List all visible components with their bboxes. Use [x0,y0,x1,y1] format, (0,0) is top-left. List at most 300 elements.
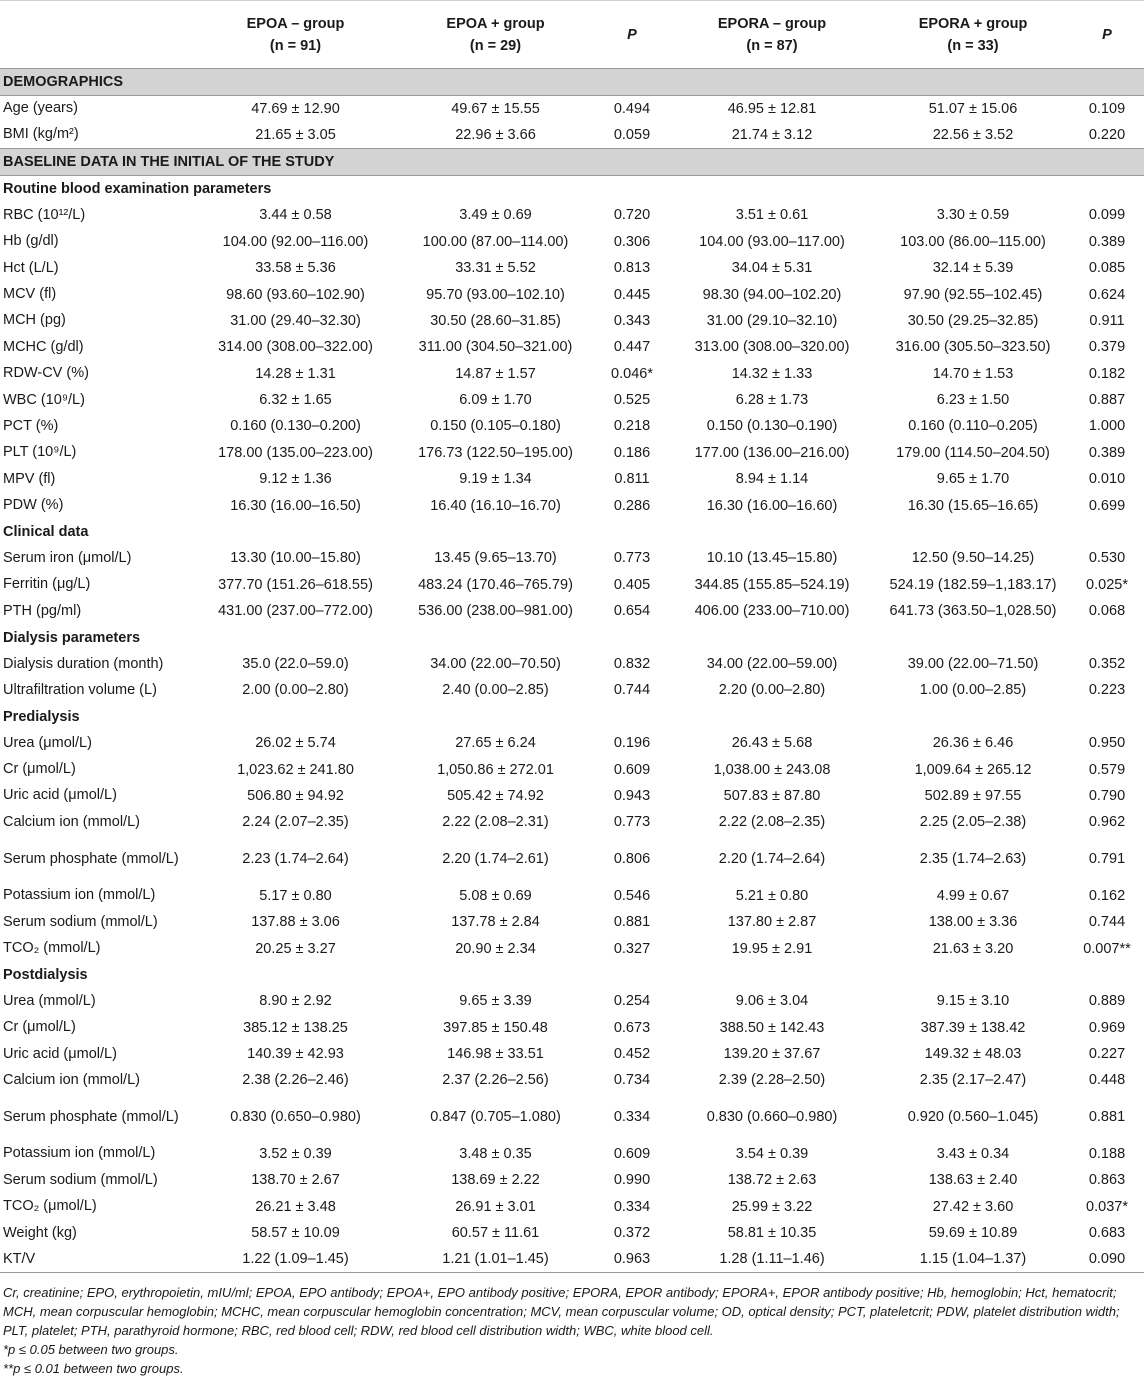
table-row [0,440,1144,466]
table-row [0,836,1144,883]
p-epora-value: 0.085 [1088,260,1126,277]
p-epoa-value: 0.525 [613,392,651,409]
table-row [0,1094,1144,1141]
p-epoa-value: 0.654 [613,603,651,620]
header-row [0,1,1144,69]
header-epora-pos-n: (n = 33) [947,37,999,54]
epora-pos-value: 316.00 (305.50–323.50) [895,339,1051,356]
row-label: PTH (pg/ml) [3,602,82,619]
epoa-pos-value: 16.40 (16.10–16.70) [430,497,561,514]
epora-pos-value: 3.43 ± 0.34 [936,1145,1010,1162]
table-row [0,545,1144,571]
row-label: BMI (kg/m²) [3,126,79,143]
row-label: Serum phosphate (mmol/L) [3,1108,179,1125]
table-row [0,122,1144,148]
epoa-pos-value: 483.24 (170.46–765.79) [418,576,573,593]
epora-pos-value: 97.90 (92.55–102.45) [903,286,1043,303]
epoa-neg-value: 2.23 (1.74–2.64) [242,851,349,868]
epora-pos-value: 641.73 (363.50–1,028.50) [889,603,1057,620]
row-label: Calcium ion (mmol/L) [3,1071,140,1088]
footnote-abbreviations: Cr, creatinine; EPO, erythropoietin, mIU/ml; EPOA, EPO antibody; EPOA+, EPO antibody positive; EPORA, EPOR antibody; EPORA+, EPOR antibody positive; Hb, hemoglobin; Hct, hematocrit; MCH, mean corpuscular hemoglobin; MCHC, mean corpuscular hemoglobin concentration; MCV, mean corpuscular volume; OD, optical density; PCT, plateletcrit; PDW, platelet distribution width; PLT, platelet; PTH, parathyroid hormone; RBC, red blood cell; RDW, red blood cell distribution width; WBC, white blood cell. [3,1285,1120,1339]
epora-neg-value: 98.30 (94.00–102.20) [702,286,842,303]
epoa-pos-value: 505.42 ± 74.92 [447,787,544,804]
epoa-pos-value: 26.91 ± 3.01 [455,1198,536,1215]
epoa-neg-value: 3.44 ± 0.58 [259,207,332,224]
subheader-clinical: Clinical data [3,524,89,541]
row-label: Cr (μmol/L) [3,1019,76,1036]
row-label: RDW-CV (%) [3,365,89,382]
row-label: PCT (%) [3,417,59,434]
epora-neg-value: 2.22 (2.08–2.35) [718,814,826,831]
epoa-pos-value: 1.21 (1.01–1.45) [395,1246,596,1272]
footnote-significance-005: *p ≤ 0.05 between two groups. [3,1342,179,1358]
epoa-neg-value: 385.12 ± 138.25 [243,1019,348,1036]
epora-neg-value: 34.04 ± 5.31 [731,260,813,277]
epora-pos-value: 32.14 ± 5.39 [932,260,1014,277]
p-epoa-value: 0.990 [613,1172,651,1189]
p-epoa-value: 0.447 [613,339,651,356]
p-epora-value: 0.068 [1088,603,1126,620]
epoa-pos-value: 5.08 ± 0.69 [459,887,532,904]
row-label: Urea (mmol/L) [3,992,96,1009]
table-row [0,229,1144,255]
p-epora-value: 0.182 [1088,365,1126,382]
epora-pos-value: 12.50 (9.50–14.25) [911,550,1035,567]
epora-neg-value: 5.21 ± 0.80 [735,887,809,904]
table-row [0,651,1144,677]
epoa-neg-value: 178.00 (135.00–223.00) [218,444,373,461]
table-row [0,255,1144,281]
epora-neg-value: 137.80 ± 2.87 [727,914,817,931]
subheader-dialysis: Dialysis parameters [3,629,141,646]
table-row [0,466,1144,492]
p-epora-value: 0.744 [1088,914,1126,931]
epora-neg-value: 8.94 ± 1.14 [735,471,809,488]
p-epoa-value: 0.811 [614,471,650,488]
row-label: TCO₂ (μmol/L) [3,1198,97,1215]
epora-pos-value: 387.39 ± 138.42 [920,1019,1026,1036]
p-epoa-value: 0.196 [613,735,651,752]
epora-pos-value: 9.65 ± 1.70 [936,471,1010,488]
p-epoa-value: 0.744 [613,682,651,699]
epoa-pos-value: 176.73 (122.50–195.00) [418,444,573,461]
p-epoa-value: 0.254 [613,993,651,1010]
epoa-pos-value: 0.847 (0.705–1.080) [430,1109,561,1126]
epoa-neg-value: 377.70 (151.26–618.55) [218,576,373,593]
row-label: Hb (g/dl) [3,233,59,250]
epoa-pos-value: 138.69 ± 2.22 [451,1172,540,1189]
table-row [0,572,1144,598]
p-epora-value: 0.881 [1088,1109,1126,1126]
epoa-pos-value: 1,050.86 ± 272.01 [437,761,554,778]
table-row [0,202,1144,228]
epora-pos-value: 9.15 ± 3.10 [936,993,1010,1010]
epora-neg-value: 139.20 ± 37.67 [723,1046,821,1063]
epora-pos-value: 27.42 ± 3.60 [932,1198,1014,1215]
epora-pos-value: 4.99 ± 0.67 [936,887,1010,904]
p-epoa-value: 0.286 [613,497,651,514]
epoa-pos-value: 100.00 (87.00–114.00) [422,233,569,250]
table-row [0,334,1144,360]
epoa-pos-value: 2.20 (1.74–2.61) [442,851,549,868]
epora-neg-value: 25.99 ± 3.22 [731,1198,813,1215]
epoa-pos-value: 95.70 (93.00–102.10) [426,286,565,303]
subheader-routine: Routine blood examination parameters [3,180,272,197]
p-epora-value: 0.025* [1086,576,1128,593]
p-epoa-value: 0.372 [613,1225,651,1242]
epora-neg-value: 0.150 (0.130–0.190) [706,418,838,435]
table-row [0,783,1144,809]
epoa-neg-value: 140.39 ± 42.93 [247,1046,344,1063]
epora-pos-value: 30.50 (29.25–32.85) [907,312,1039,329]
epora-pos-value: 3.30 ± 0.59 [936,207,1010,224]
p-epora-value: 0.389 [1088,444,1126,461]
epora-pos-value: 1,009.64 ± 265.12 [914,761,1032,778]
epora-neg-value: 46.95 ± 12.81 [727,100,817,117]
epora-pos-value: 138.00 ± 3.36 [928,914,1018,931]
p-epora-value: 0.790 [1088,787,1126,804]
row-label: Dialysis duration (month) [3,655,164,672]
p-epora-value: 0.969 [1088,1019,1126,1036]
epoa-pos-value: 9.19 ± 1.34 [459,471,532,488]
subheader-postdialysis-row [0,962,1144,988]
table-row [0,909,1144,935]
epora-neg-value: 31.00 (29.10–32.10) [706,312,838,329]
epoa-pos-value: 2.22 (2.08–2.31) [442,814,549,831]
p-epora-value: 0.220 [1088,126,1126,143]
epoa-pos-value: 536.00 (238.00–981.00) [418,603,573,620]
epora-neg-value: 406.00 (233.00–710.00) [694,603,850,620]
p-epora-value: 0.099 [1088,207,1126,224]
table-row [0,1041,1144,1067]
epora-pos-value: 1.00 (0.00–2.85) [919,682,1027,699]
p-epoa-value: 0.773 [613,814,651,831]
row-label: Uric acid (μmol/L) [3,1045,117,1062]
subheader-dialysis-row [0,624,1144,650]
p-epora-value: 0.227 [1088,1046,1126,1063]
epora-neg-value: 177.00 (136.00–216.00) [694,444,850,461]
p-epoa-value: 0.813 [613,260,651,277]
epora-neg-value: 2.20 (0.00–2.80) [718,682,826,699]
header-epoa-neg-name: EPOA – group [246,15,345,32]
p-epoa-value: 0.609 [613,1145,651,1162]
epora-neg-value: 507.83 ± 87.80 [723,787,821,804]
p-epora-value: 0.090 [1070,1246,1144,1272]
epoa-neg-value: 1,023.62 ± 241.80 [237,761,354,778]
table-row [0,361,1144,387]
header-epora-pos [876,1,1070,69]
row-label: WBC (10⁹/L) [3,391,85,408]
epora-neg-value: 16.30 (16.00–16.60) [706,497,838,514]
row-label: MPV (fl) [3,470,56,487]
p-epoa-value: 0.306 [613,233,651,250]
epora-pos-value: 59.69 ± 10.89 [928,1225,1018,1242]
row-label: KT/V [0,1246,196,1272]
epoa-pos-value: 33.31 ± 5.52 [455,260,536,277]
subheader-predialysis: Predialysis [3,708,80,725]
epora-neg-value: 313.00 (308.00–320.00) [694,339,850,356]
p-epora-value: 0.887 [1088,392,1126,409]
p-epora-value: 0.010 [1088,471,1126,488]
p-epora-value: 0.007** [1083,940,1131,957]
p-epoa-value: 0.334 [613,1198,651,1215]
epora-neg-value: 3.51 ± 0.61 [735,207,809,224]
table-row [0,1067,1144,1093]
epoa-pos-value: 0.150 (0.105–0.180) [430,418,561,435]
epoa-neg-value: 14.28 ± 1.31 [255,365,336,382]
row-label: Age (years) [3,100,78,117]
epoa-neg-value: 16.30 (16.00–16.50) [230,497,361,514]
epora-pos-value: 16.30 (15.65–16.65) [907,497,1039,514]
header-blank [0,1,196,69]
p-epora-value: 0.962 [1088,814,1126,831]
epoa-neg-value: 47.69 ± 12.90 [251,100,340,117]
epoa-neg-value: 314.00 (308.00–322.00) [218,339,373,356]
p-epora-value: 0.530 [1088,550,1126,567]
epora-pos-value: 2.35 (1.74–2.63) [919,851,1027,868]
p-epora-value: 0.379 [1088,339,1126,356]
row-label: TCO₂ (mmol/L) [3,940,101,957]
section-demographics: DEMOGRAPHICS [0,69,1144,96]
p-epoa-value: 0.334 [613,1109,651,1126]
row-label: PDW (%) [3,497,64,514]
header-epoa-neg-n: (n = 91) [269,37,322,54]
table-row [0,281,1144,307]
epoa-neg-value: 506.80 ± 94.92 [247,787,344,804]
epoa-neg-value: 2.38 (2.26–2.46) [242,1072,349,1089]
epora-pos-value: 39.00 (22.00–71.50) [907,656,1039,672]
epoa-neg-value: 104.00 (92.00–116.00) [222,233,369,250]
table-row [0,988,1144,1014]
epoa-pos-value: 3.49 ± 0.69 [459,207,532,224]
epora-neg-value: 0.830 (0.660–0.980) [706,1109,838,1126]
row-label: Weight (kg) [3,1224,77,1241]
row-label: Uric acid (μmol/L) [3,787,117,804]
epora-neg-value: 2.20 (1.74–2.64) [718,851,826,868]
epora-neg-value: 2.39 (2.28–2.50) [718,1072,826,1089]
epora-neg-value: 3.54 ± 0.39 [735,1145,809,1162]
p-epora-value: 0.791 [1088,851,1126,868]
epoa-neg-value: 3.52 ± 0.39 [259,1145,332,1162]
row-label: Ferritin (μg/L) [3,576,91,593]
epoa-pos-value: 60.57 ± 11.61 [451,1225,540,1242]
epora-pos-value: 14.70 ± 1.53 [932,365,1014,382]
header-epora-neg-name: EPORA – group [717,15,827,32]
epora-neg-value: 1,038.00 ± 243.08 [713,761,831,778]
row-label: Potassium ion (mmol/L) [3,887,156,904]
p-epoa-value: 0.452 [613,1046,651,1063]
epora-neg-value: 21.74 ± 3.12 [731,126,813,143]
epoa-pos-value: 311.00 (304.50–321.00) [418,339,573,356]
epora-neg-value: 58.81 ± 10.35 [727,1225,817,1242]
p-epoa-value: 0.673 [613,1019,651,1036]
table-row [0,935,1144,961]
epoa-neg-value: 21.65 ± 3.05 [255,126,336,143]
header-epoa-pos [395,1,596,69]
epora-pos-value: 179.00 (114.50–204.50) [896,444,1050,461]
epora-neg-value: 34.00 (22.00–59.00) [706,656,838,672]
epora-pos-value: 149.32 ± 48.03 [924,1046,1022,1063]
epoa-neg-value: 6.32 ± 1.65 [259,392,332,409]
epora-pos-value: 103.00 (86.00–115.00) [900,233,1046,250]
table-row [0,677,1144,703]
table-row [0,1246,1144,1272]
epoa-neg-value: 9.12 ± 1.36 [259,471,332,488]
row-label: Potassium ion (mmol/L) [3,1145,156,1162]
epoa-neg-value: 138.70 ± 2.67 [251,1172,340,1189]
epoa-neg-value: 137.88 ± 3.06 [251,914,340,931]
p-epoa-value: 0.186 [613,444,651,461]
p-epoa-value: 0.059 [613,126,651,143]
epora-neg-value: 104.00 (93.00–117.00) [699,233,845,250]
epoa-pos-value: 137.78 ± 2.84 [451,914,540,931]
epoa-neg-value: 0.830 (0.650–0.980) [230,1109,361,1126]
p-epoa-value: 0.546 [613,887,651,904]
epoa-neg-value: 1.22 (1.09–1.45) [196,1246,395,1272]
table-row [0,730,1144,756]
row-label: MCHC (g/dl) [3,338,84,355]
p-epoa-value: 0.720 [613,207,651,224]
p-epoa-value: 0.327 [613,940,651,957]
epoa-neg-value: 20.25 ± 3.27 [255,940,336,957]
p-epora-value: 0.863 [1088,1172,1126,1189]
row-label: RBC (10¹²/L) [3,206,86,223]
table-row [0,96,1144,122]
p-epoa-value: 0.773 [613,550,651,567]
section-demographics-row [0,69,1144,96]
table-row [0,1015,1144,1041]
subheader-clinical-row [0,519,1144,545]
epoa-neg-value: 98.60 (93.60–102.90) [226,286,365,303]
p-epoa-value: 0.943 [613,787,651,804]
header-p-epora: P [1102,26,1112,43]
table-footnotes [0,1273,1144,1378]
row-label: Cr (μmol/L) [3,761,76,778]
p-epoa-value: 0.881 [613,914,651,931]
epoa-pos-value: 22.96 ± 3.66 [455,126,536,143]
header-epoa-neg [196,1,395,69]
epoa-pos-value: 27.65 ± 6.24 [455,735,536,752]
epora-neg-value: 1.28 (1.11–1.46) [668,1246,876,1272]
epoa-neg-value: 33.58 ± 5.36 [255,260,336,277]
p-epora-value: 0.109 [1088,100,1126,117]
epoa-neg-value: 431.00 (237.00–772.00) [218,603,373,620]
epoa-pos-value: 13.45 (9.65–13.70) [434,550,557,567]
row-label: Urea (μmol/L) [3,734,92,751]
table-body [0,69,1144,1273]
epoa-neg-value: 8.90 ± 2.92 [259,993,332,1010]
footnote-significance-001: **p ≤ 0.01 between two groups. [3,1361,184,1377]
epora-pos-value: 22.56 ± 3.52 [932,126,1014,143]
epoa-neg-value: 58.57 ± 10.09 [251,1225,340,1242]
epora-neg-value: 388.50 ± 142.43 [719,1019,825,1036]
epoa-neg-value: 35.0 (22.0–59.0) [242,656,349,672]
p-epoa-value: 0.963 [596,1246,668,1272]
p-epora-value: 0.162 [1088,887,1126,904]
row-label: Serum phosphate (mmol/L) [3,850,179,867]
epoa-neg-value: 13.30 (10.00–15.80) [230,550,361,567]
p-epora-value: 1.000 [1088,418,1126,435]
p-epoa-value: 0.832 [613,656,651,672]
table-row [0,883,1144,909]
p-epoa-value: 0.806 [613,851,651,868]
epora-neg-value: 9.06 ± 3.04 [735,993,809,1010]
p-epora-value: 0.911 [1089,312,1125,329]
row-label: MCH (pg) [3,312,66,329]
row-label: Serum iron (μmol/L) [3,549,132,566]
table-row [0,598,1144,624]
p-epora-value: 0.223 [1088,682,1126,699]
epoa-pos-value: 3.48 ± 0.35 [459,1145,532,1162]
epoa-neg-value: 31.00 (29.40–32.30) [230,312,361,329]
p-epoa-value: 0.734 [613,1072,651,1089]
p-epoa-value: 0.405 [613,576,651,593]
table-row [0,1220,1144,1246]
header-epoa-pos-n: (n = 29) [469,37,522,54]
table-row [0,413,1144,439]
p-epora-value: 0.889 [1088,993,1126,1010]
epoa-pos-value: 49.67 ± 15.55 [451,100,540,117]
epora-neg-value: 138.72 ± 2.63 [727,1172,817,1189]
epoa-neg-value: 26.02 ± 5.74 [255,735,336,752]
epora-pos-value: 26.36 ± 6.46 [932,735,1014,752]
p-epoa-value: 0.609 [613,761,651,778]
epoa-neg-value: 2.00 (0.00–2.80) [242,682,349,699]
section-baseline: BASELINE DATA IN THE INITIAL OF THE STUDY [0,148,1144,175]
table-row [0,809,1144,835]
epora-pos-value: 524.19 (182.59–1,183.17) [889,576,1057,593]
epora-neg-value: 19.95 ± 2.91 [731,940,813,957]
p-epoa-value: 0.218 [613,418,651,435]
epora-pos-value: 138.63 ± 2.40 [928,1172,1018,1189]
p-epora-value: 0.950 [1088,735,1126,752]
epoa-pos-value: 9.65 ± 3.39 [459,993,532,1010]
p-epoa-value: 0.494 [613,100,651,117]
epora-pos-value: 51.07 ± 15.06 [928,100,1018,117]
subheader-postdialysis: Postdialysis [3,966,88,983]
row-label: MCV (fl) [3,286,57,303]
epora-neg-value: 10.10 (13.45–15.80) [706,550,838,567]
epoa-pos-value: 146.98 ± 33.51 [447,1046,544,1063]
p-epora-value: 0.699 [1088,497,1126,514]
epoa-pos-value: 34.00 (22.00–70.50) [430,656,561,672]
table-row [0,1167,1144,1193]
p-epora-value: 0.188 [1088,1145,1126,1162]
p-epoa-value: 0.445 [613,286,651,303]
epora-neg-value: 6.28 ± 1.73 [735,392,809,409]
epora-pos-value: 0.920 (0.560–1.045) [907,1109,1039,1126]
row-label: Serum sodium (mmol/L) [3,913,158,930]
epoa-pos-value: 14.87 ± 1.57 [455,365,536,382]
row-label: Hct (L/L) [3,259,59,276]
table-row [0,492,1144,518]
section-baseline-row [0,148,1144,175]
header-epora-pos-name: EPORA + group [918,15,1028,32]
subheader-predialysis-row [0,704,1144,730]
p-epora-value: 0.352 [1088,656,1126,672]
epoa-pos-value: 20.90 ± 2.34 [455,940,536,957]
table-row [0,756,1144,782]
row-label: PLT (10⁹/L) [3,444,77,461]
epora-pos-value: 502.89 ± 97.55 [924,787,1022,804]
epoa-neg-value: 0.160 (0.130–0.200) [230,418,361,435]
epora-neg-value: 344.85 (155.85–524.19) [694,576,850,593]
row-label: Serum sodium (mmol/L) [3,1171,158,1188]
p-epora-value: 0.683 [1088,1225,1126,1242]
header-epoa-pos-name: EPOA + group [446,15,545,32]
epora-pos-value: 2.25 (2.05–2.38) [919,814,1027,831]
row-label: Calcium ion (mmol/L) [3,813,140,830]
